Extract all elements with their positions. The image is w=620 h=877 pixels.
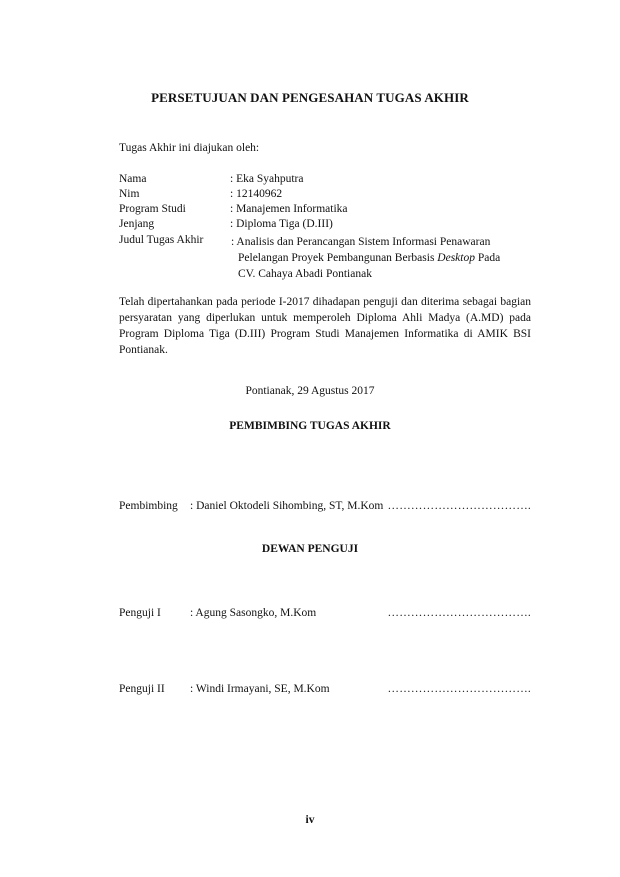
- pembimbing-name: : Daniel Oktodeli Sihombing, ST, M.Kom: [190, 500, 384, 512]
- field-jenjang-label: Jenjang: [119, 218, 155, 230]
- pembimbing-role: Pembimbing: [119, 500, 178, 512]
- penguji-2-name: : Windi Irmayani, SE, M.Kom: [190, 683, 330, 695]
- field-judul-value: [231, 234, 521, 282]
- pembimbing-row: [119, 500, 531, 516]
- penguji-1-name: : Agung Sasongko, M.Kom: [190, 607, 317, 619]
- place-date: Pontianak, 29 Agustus 2017: [245, 385, 375, 397]
- judul-line-2: [231, 250, 521, 266]
- field-nim-label: Nim: [119, 188, 140, 200]
- pembimbing-signature-line: ……………………………….: [387, 500, 531, 512]
- dewan-penguji-heading: DEWAN PENGUJI: [261, 543, 359, 555]
- judul-line-2-italic: Desktop: [437, 252, 475, 264]
- field-nama-label: Nama: [119, 173, 147, 185]
- penguji-1-role: Penguji I: [119, 607, 161, 619]
- penguji-2-role: Penguji II: [119, 683, 165, 695]
- pembimbing-heading: PEMBIMBING TUGAS AKHIR: [229, 420, 391, 432]
- field-judul-label: Judul Tugas Akhir: [119, 234, 204, 246]
- judul-line-1: : Analisis dan Perancangan Sistem Informasi Penawaran: [231, 236, 491, 248]
- document-title: PERSETUJUAN DAN PENGESAHAN TUGAS AKHIR: [151, 90, 469, 105]
- intro-text: Tugas Akhir ini diajukan oleh:: [119, 142, 260, 154]
- penguji-2-signature-line: ……………………………….: [387, 683, 531, 695]
- field-nama-value: : Eka Syahputra: [230, 173, 304, 185]
- page-number: iv: [305, 814, 315, 826]
- judul-line-2-post: Pada: [474, 252, 501, 264]
- penguji-1-signature-line: ……………………………….: [387, 607, 531, 619]
- field-program-studi-label: Program Studi: [119, 203, 186, 215]
- field-nim-value: : 12140962: [230, 188, 283, 200]
- judul-line-2-pre: Pelelangan Proyek Pembangunan Berbasis: [238, 252, 438, 264]
- approval-paragraph: Telah dipertahankan pada periode I-2017 dihadapan penguji dan diterima sebagai bagian persyaratan yang diperlukan untuk memperoleh Diploma Ahli Madya (A.MD) pada Program Diploma Tiga (D.III) Program Studi Manajemen Informatika di AMIK BSI Pontianak.: [119, 296, 531, 356]
- penguji-row: [119, 683, 531, 699]
- field-jenjang-value: : Diploma Tiga (D.III): [230, 218, 333, 230]
- field-program-studi-value: : Manajemen Informatika: [230, 203, 348, 215]
- judul-line-3: CV. Cahaya Abadi Pontianak: [238, 268, 372, 280]
- penguji-row: [119, 607, 531, 623]
